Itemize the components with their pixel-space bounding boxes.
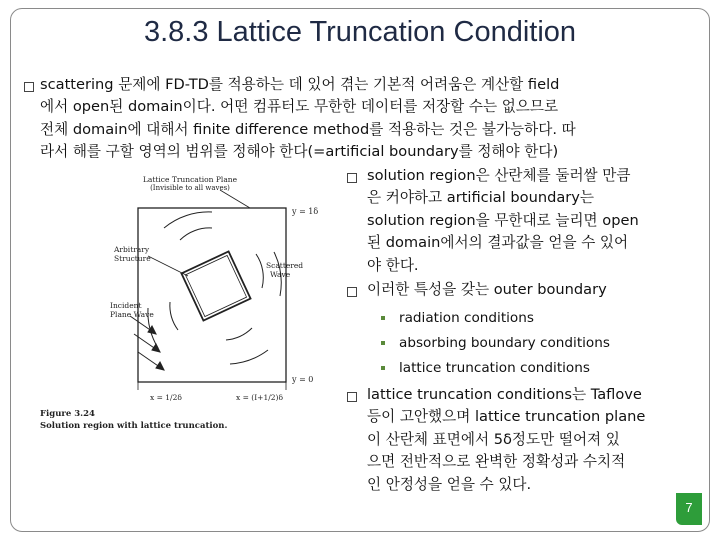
y-bottom-label: y = 0 [292,375,314,384]
point2-line: 이러한 특성을 갖는 outer boundary [367,281,607,298]
y-top-label: y = 1δ [292,207,319,216]
sub-bullet-icon [381,341,385,345]
arbitrary-structure [181,251,250,320]
subitem-absorbing [381,335,610,351]
page-number: 7 [685,500,693,515]
subitem-label: absorbing boundary conditions [399,335,610,351]
point1-line: 된 domain에서의 결과값을 얻을 수 있어 [367,234,629,252]
incident-label-line1: Incident [110,301,142,310]
scattered-label-line1: Scattered [266,261,304,270]
figure-caption-text: Solution region with lattice truncation. [40,421,228,431]
structure-label-line2: Structure [114,254,151,263]
point1-line: solution region을 무한대로 늘리면 open [367,211,639,229]
point3-line: 인 안정성을 얻을 수 있다. [367,475,532,493]
slide-title: 3.8.3 Lattice Truncation Condition [143,16,577,48]
point3-line: 이 산란체 표면에서 5δ정도만 떨어져 있 [367,430,620,448]
bullet-box-icon [347,392,357,402]
subitem-label: lattice truncation conditions [399,360,590,376]
scattered-label-line2: Wave [270,270,291,279]
point3-line: 등이 고안했으며 lattice truncation plane [367,408,646,426]
point1-line: solution region은 산란체를 둘러쌀 만큼 [367,167,631,184]
point1-paragraph [367,165,639,277]
bullet-box-icon [347,173,357,183]
bullet-box-icon [24,82,34,92]
point3-line: lattice truncation conditions는 Taflove [367,386,642,403]
scattered-wave-arcs [148,212,281,364]
point1-line: 야 한다. [367,256,419,274]
intro-line: 에서 open된 domain이다. 어떤 컴퓨터도 무한한 데이터를 저장할 수는 없으므로 [40,98,559,116]
intro-line: 라서 해를 구할 영역의 범위를 정해야 한다(=artificial boundary를 정해야 한다) [40,143,559,161]
point3-paragraph [367,384,645,496]
plane-label-line2: (Invisible to all waves) [150,184,230,192]
incident-wave-arrows [130,316,164,370]
intro-line: 전체 domain에 대해서 finite difference method를 적용하는 것은 불가능하다. 따 [40,120,576,138]
point3-line: 으면 전반적으로 완벽한 정확성과 수치적 [367,453,626,471]
structure-label-pointer [148,256,188,276]
x-right-label: x = (I+1/2)δ [236,393,283,402]
lattice-truncation-plane [138,208,286,382]
subitem-label: radiation conditions [399,310,534,326]
point2-paragraph [367,279,607,301]
point1-line: 은 커야하고 artificial boundary는 [367,189,595,207]
bullet-box-icon [347,287,357,297]
intro-line: scattering 문제에 FD-TD를 적용하는 데 있어 겪는 기본적 어려움은 계산할 field [40,76,560,93]
subitem-radiation [381,310,534,326]
solution-region-figure [30,168,340,448]
x-left-label: x = 1/2δ [150,393,182,402]
sub-bullet-icon [381,316,385,320]
incident-label-line2: Plane Wave [110,310,154,319]
subitem-lattice [381,360,590,376]
intro-paragraph [40,74,576,164]
plane-label-line1: Lattice Truncation Plane [142,175,238,184]
structure-label-line1: Arbitrary [114,245,150,254]
plane-label-pointer [220,190,250,208]
figure-caption-number: Figure 3.24 [40,409,95,419]
sub-bullet-icon [381,366,385,370]
